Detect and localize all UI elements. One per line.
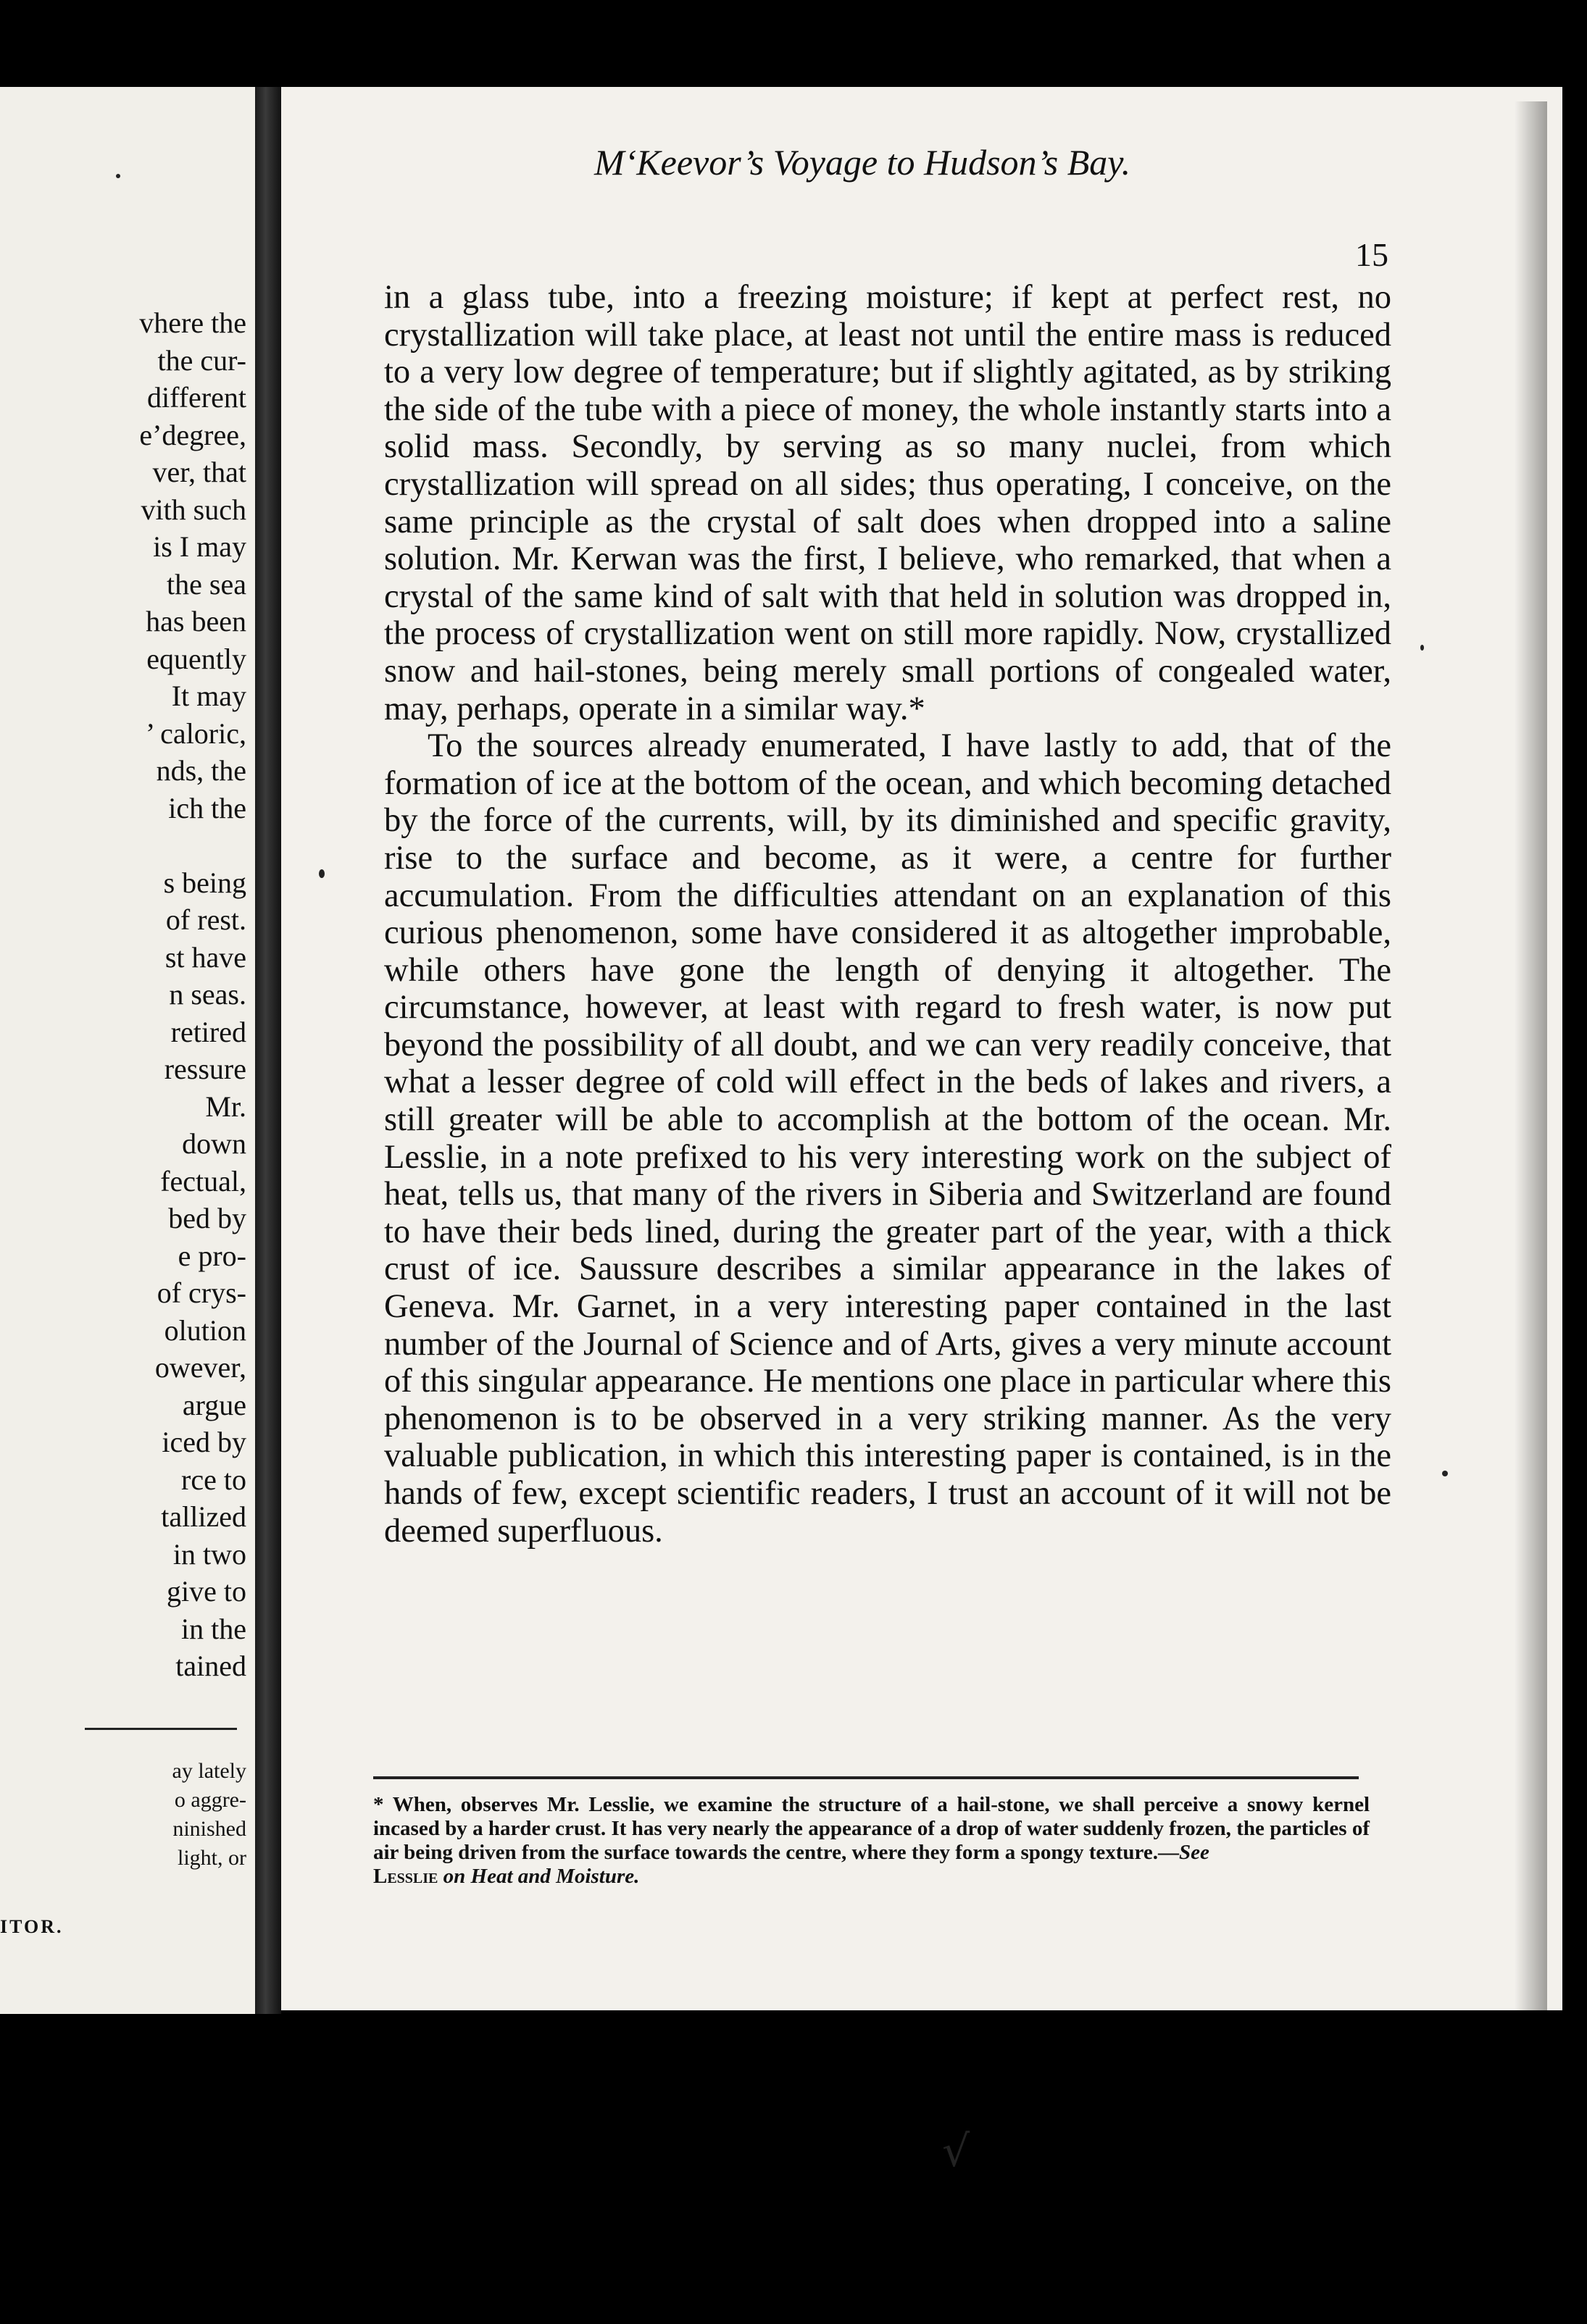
left-footnote-line: ay lately — [172, 1759, 246, 1783]
book-gutter — [255, 87, 281, 2014]
page-edge-shadow — [1515, 101, 1547, 2014]
main-text — [384, 279, 1391, 1550]
left-page-line: olution — [164, 1313, 246, 1347]
left-footnote-line: ninished — [172, 1817, 246, 1841]
left-page-line: It may — [171, 680, 246, 712]
left-page-text — [0, 304, 246, 1685]
left-page-line: ’ caloric, — [145, 716, 246, 750]
footnote-work: Heat and Moisture. — [470, 1865, 640, 1888]
left-page-line: give to — [167, 1575, 246, 1608]
footnote-see: See — [1179, 1841, 1209, 1864]
left-page-line: argue — [182, 1388, 246, 1421]
left-page-line: down — [182, 1127, 246, 1160]
speck-mark — [1442, 1471, 1448, 1476]
left-footnote-text — [0, 1757, 246, 1873]
left-page-line: iced by — [162, 1426, 246, 1458]
left-page-line: bed by — [168, 1202, 246, 1234]
speck-mark — [116, 174, 120, 178]
paragraph-continued: in a glass tube, into a freezing moisture; if kept at perfect rest, no crystallization will take place, at least not until the entire mass is reduced to a very low degree of temperature; but if slightly agitated, as by striking the side of the tube with a piece of money, the whole instantly starts into a solid mass. Secondly, by serving as so many nuclei, from which crystallization will spread on all sides; thus operating, I conceive, on the same principle as the crystal of salt does when dropped into a saline solution. Mr. Kerwan was the first, I believe, who remarked, that when a crystal of the same kind of salt with that held in solution was dropped in, the process of crystallization went on still more rapidly. Now, crystallized snow and hail-stones, being merely small portions of congealed water, may, perhaps, operate in a similar way.* — [384, 279, 1391, 727]
left-page-line: vith such — [141, 493, 246, 526]
paragraph-ice-formation: To the sources already enumerated, I have lastly to add, that of the formation of ice at the bottom of the ocean, and which becoming detached by the force of the currents, will, by its diminished and specific gravity, rise to the surface and become, as it were, a centre for further accumulation. From the difficulties attendant on an explanation of this curious phenomenon, some have considered it as altogether improbable, while others have gone the length of denying it altogether. The circumstance, however, at least with regard to fresh water, is now put beyond the possibility of all doubt, and we can very readily conceive, that what a lesser degree of cold will effect in the beds of lakes and rivers, a still greater will be able to accomplish at the bottom of the ocean. Mr. Lesslie, in a note prefixed to his very interesting work on the subject of heat, tells us, that many of the rivers in Siberia and Switzerland are found to have their beds lined, during the greater part of the year, with a thick crust of ice. Saussure describes a similar appearance in the lakes of Geneva. Mr. Garnet, in a very interesting paper contained in the last number of the Journal of Science and of Arts, gives a very minute account of this singular appearance. He mentions one place in particular where this phenomenon is to be observed in a very striking manner. As the very valuable publication, in which this interesting paper is contained, is in the hands of few, except scientific readers, I trust an account of it will not be deemed superfluous. — [384, 727, 1391, 1550]
page-number: 15 — [1355, 236, 1388, 273]
left-page-line: of rest. — [165, 903, 246, 936]
left-page-line: the sea — [167, 567, 246, 601]
left-page-line: tallized — [161, 1500, 246, 1533]
left-page-line: nds, the — [156, 754, 246, 787]
left-page-line: the cur- — [157, 343, 246, 377]
left-page-line: retired — [170, 1015, 246, 1048]
left-page-line: in the — [181, 1612, 246, 1645]
left-footnote-line: light, or — [178, 1846, 246, 1870]
speck-mark — [1420, 645, 1424, 651]
speck-mark — [319, 869, 325, 878]
left-page-line: tained — [175, 1650, 246, 1682]
left-page-line: has been — [146, 605, 246, 638]
left-page-line: s being — [163, 866, 246, 899]
left-footnote-line: o aggre- — [174, 1788, 246, 1812]
left-page-line: e’degree, — [139, 418, 246, 451]
footnote — [373, 1793, 1370, 1889]
left-page-line: in two — [172, 1537, 246, 1571]
left-page-fragment — [0, 87, 255, 2014]
footnote-rule — [373, 1776, 1359, 1779]
left-page-line: fectual, — [160, 1164, 246, 1197]
pencil-check-mark: √ — [942, 2126, 970, 2177]
left-page-line: st have — [164, 940, 246, 974]
left-page-line: different — [147, 381, 246, 414]
left-page-line: Mr. — [205, 1090, 246, 1123]
left-page-line: ver, that — [152, 456, 246, 488]
left-footnote-rule — [85, 1728, 237, 1730]
left-footnote-end: ITOR. — [0, 1916, 64, 1937]
left-page-line: ressure — [164, 1053, 246, 1085]
left-page-line: e pro- — [178, 1239, 246, 1272]
left-page-line: ich the — [168, 791, 246, 824]
running-head: M‘Keevor’s Voyage to Hudson’s Bay. — [594, 142, 1131, 183]
footnote-text: * When, observes Mr. Lesslie, we examine the structure of a hail-stone, we shall perceive a snowy kernel incased by a harder crust. It has very nearly the appearance of a drop of water suddenly frozen, the particles of air being driven from the surface towards the centre, where they form a spongy texture.— — [373, 1793, 1370, 1864]
left-page-line: of crys- — [157, 1276, 246, 1309]
left-page-line: vhere the — [139, 306, 246, 339]
footnote-author: Lesslie — [373, 1865, 438, 1888]
left-page-line — [0, 827, 246, 864]
left-page-line: equently — [146, 642, 246, 675]
left-page-line: rce to — [181, 1463, 246, 1496]
left-page-line: is I may — [153, 530, 246, 563]
left-page-line: n seas. — [169, 978, 246, 1011]
left-page-line: owever, — [154, 1351, 246, 1384]
footnote-on: on — [438, 1865, 471, 1888]
